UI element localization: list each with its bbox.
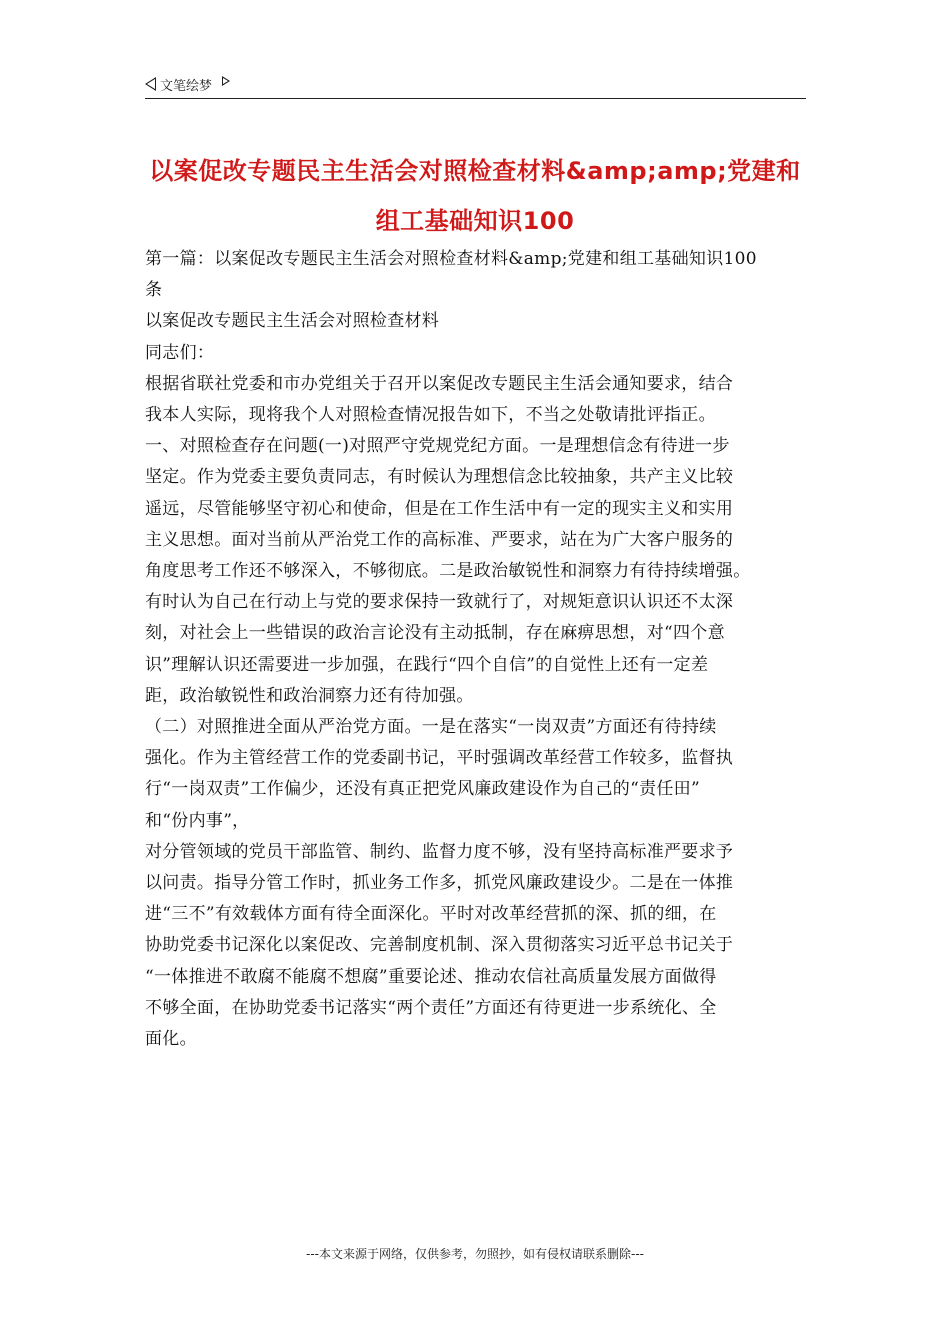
body-line: 距，政治敏锐性和政治洞察力还有待加强。 [145,685,474,706]
body-line: “一体推进不敢腐不能腐不想腐”重要论述、推动农信社高质量发展方面做得 [145,966,717,987]
body-line: 坚定。作为党委主要负责同志，有时候认为理想信念比较抽象，共产主义比较 [145,467,734,488]
body-line: 我本人实际，现将我个人对照检查情况报告如下，不当之处敬请批评指正。 [145,405,716,426]
triangle-left-icon [145,77,156,91]
body-line: 遥远，尽管能够坚守初心和使命，但是在工作生活中有一定的现实主义和实用 [145,498,734,519]
body-line: 以问责。指导分管工作时，抓业务工作多，抓党风廉政建设少。二是在一体推 [145,873,734,894]
page-header [145,74,806,99]
body-line: 角度思考工作还不够深入，不够彻底。二是政治敏锐性和洞察力有待持续增强。 [145,561,751,582]
body-line: 一、对照检查存在问题(一)对照严守党规党纪方面。一是理想信念有待进一步 [145,436,730,457]
brand-label: 文笔绘梦 [160,78,213,94]
page-footer: ---本文来源于网络，仅供参考，勿照抄，如有侵权请联系删除--- [306,1247,644,1261]
body-line: 识”理解认识还需要进一步加强，在践行“四个自信”的自觉性上还有一定差 [145,654,709,675]
body-line: 面化。 [145,1029,197,1050]
document-body [145,244,810,1055]
body-line: 进“三不”有效载体方面有待全面深化。平时对改革经营抓的深、抓的细，在 [145,904,717,925]
body-line: 和“份内事”， [145,810,250,831]
body-line: 主义思想。面对当前从严治党工作的高标准、严要求，站在为广大客户服务的 [145,529,734,550]
body-line: 根据省联社党委和市办党组关于召开以案促改专题民主生活会通知要求，结合 [145,373,734,394]
body-line: 行“一岗双责”工作偏少，还没有真正把党风廉政建设作为自己的“责任田” [145,779,700,800]
document-title: 以案促改专题民主生活会对照检查材料&amp;amp;党建和组工基础知识100 [149,157,801,235]
body-line: 不够全面，在协助党委书记落实“两个责任”方面还有待更进一步系统化、全 [145,997,717,1018]
body-line: 对分管领域的党员干部监管、制约、监督力度不够，没有坚持高标准严要求予 [145,841,734,862]
brand [145,74,230,94]
body-line: 同志们： [145,342,215,363]
body-line: 强化。作为主管经营工作的党委副书记，平时强调改革经营工作较多，监督执 [145,748,734,769]
body-line: 第一篇：以案促改专题民主生活会对照检查材料&amp;党建和组工基础知识100 [145,249,757,269]
body-line: 刻，对社会上一些错误的政治言论没有主动抵制，存在麻痹思想，对“四个意 [145,623,725,644]
body-line: 以案促改专题民主生活会对照检查材料 [145,311,440,332]
body-line: 有时认为自己在行动上与党的要求保持一致就行了，对规矩意识认识还不太深 [145,592,734,613]
triangle-right-icon [222,76,230,86]
body-line: 协助党委书记深化以案促改、完善制度机制、深入贯彻落实习近平总书记关于 [145,935,734,956]
body-line: 条 [145,280,163,301]
body-line: （二）对照推进全面从严治党方面。一是在落实“一岗双责”方面还有待持续 [145,717,717,738]
